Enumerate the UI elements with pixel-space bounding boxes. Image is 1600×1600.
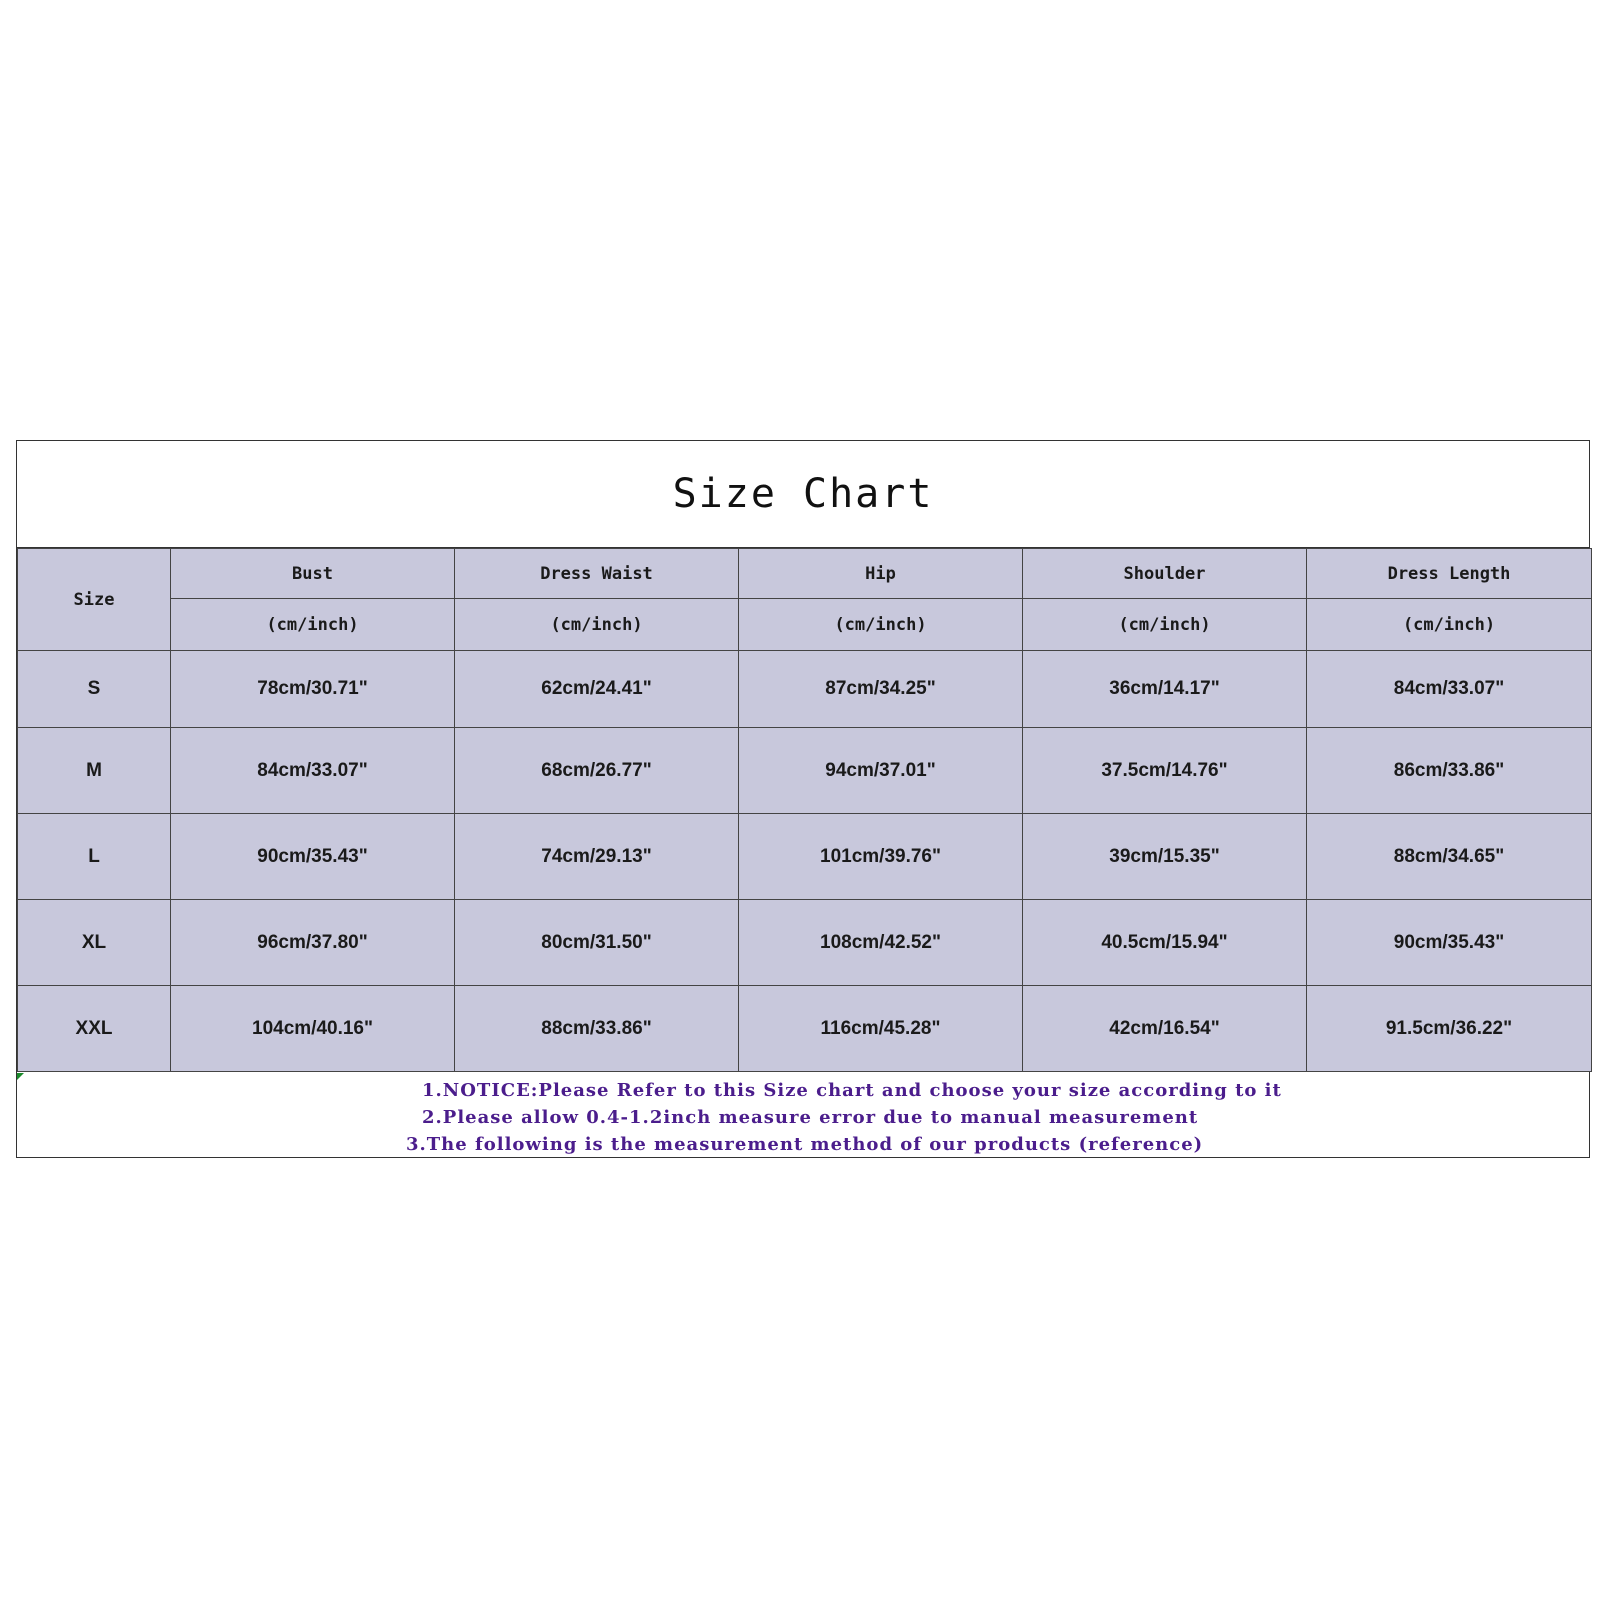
size-chart — [16, 440, 1590, 1158]
table-row — [18, 814, 1592, 900]
chart-title: Size Chart — [17, 441, 1589, 548]
table-row — [18, 651, 1592, 728]
size-cell: XL — [18, 900, 171, 986]
table-cell: 84cm/33.07" — [1307, 651, 1592, 728]
note-line: 2.Please allow 0.4-1.2inch measure error due to manual measurement — [422, 1107, 1199, 1128]
note-line: 1.NOTICE:Please Refer to this Size chart and choose your size according to it — [422, 1080, 1282, 1101]
table-row — [18, 986, 1592, 1072]
table-cell: 86cm/33.86" — [1307, 728, 1592, 814]
table-cell: 74cm/29.13" — [455, 814, 739, 900]
size-cell: M — [18, 728, 171, 814]
note-line: 3.The following is the measurement method of our products (reference) — [406, 1134, 1204, 1155]
table-cell: 91.5cm/36.22" — [1307, 986, 1592, 1072]
column-header-bust: Bust — [171, 549, 455, 599]
table-cell: 37.5cm/14.76" — [1023, 728, 1307, 814]
table-cell: 108cm/42.52" — [739, 900, 1023, 986]
table-cell: 90cm/35.43" — [171, 814, 455, 900]
table-cell: 90cm/35.43" — [1307, 900, 1592, 986]
table-cell: 39cm/15.35" — [1023, 814, 1307, 900]
unit-label: (cm/inch) — [171, 599, 455, 651]
header-row — [18, 549, 1592, 599]
notes-section — [17, 1074, 1589, 1158]
table-cell: 68cm/26.77" — [455, 728, 739, 814]
table-cell: 101cm/39.76" — [739, 814, 1023, 900]
table-cell: 80cm/31.50" — [455, 900, 739, 986]
table-row — [18, 728, 1592, 814]
table-cell: 94cm/37.01" — [739, 728, 1023, 814]
table-cell: 84cm/33.07" — [171, 728, 455, 814]
size-table — [17, 548, 1592, 1072]
table-cell: 36cm/14.17" — [1023, 651, 1307, 728]
table-cell: 40.5cm/15.94" — [1023, 900, 1307, 986]
table-cell: 104cm/40.16" — [171, 986, 455, 1072]
unit-label: (cm/inch) — [1023, 599, 1307, 651]
table-cell: 116cm/45.28" — [739, 986, 1023, 1072]
unit-label: (cm/inch) — [1307, 599, 1592, 651]
size-header: Size — [18, 549, 171, 651]
table-cell: 62cm/24.41" — [455, 651, 739, 728]
size-cell: S — [18, 651, 171, 728]
table-cell: 88cm/33.86" — [455, 986, 739, 1072]
size-cell: XXL — [18, 986, 171, 1072]
size-cell: L — [18, 814, 171, 900]
table-cell: 42cm/16.54" — [1023, 986, 1307, 1072]
column-header-hip: Hip — [739, 549, 1023, 599]
table-cell: 87cm/34.25" — [739, 651, 1023, 728]
table-row — [18, 900, 1592, 986]
column-header-shoulder: Shoulder — [1023, 549, 1307, 599]
column-header-dress-waist: Dress Waist — [455, 549, 739, 599]
unit-label: (cm/inch) — [739, 599, 1023, 651]
table-cell: 96cm/37.80" — [171, 900, 455, 986]
table-cell: 78cm/30.71" — [171, 651, 455, 728]
unit-row — [18, 599, 1592, 651]
column-header-dress-length: Dress Length — [1307, 549, 1592, 599]
unit-label: (cm/inch) — [455, 599, 739, 651]
table-cell: 88cm/34.65" — [1307, 814, 1592, 900]
